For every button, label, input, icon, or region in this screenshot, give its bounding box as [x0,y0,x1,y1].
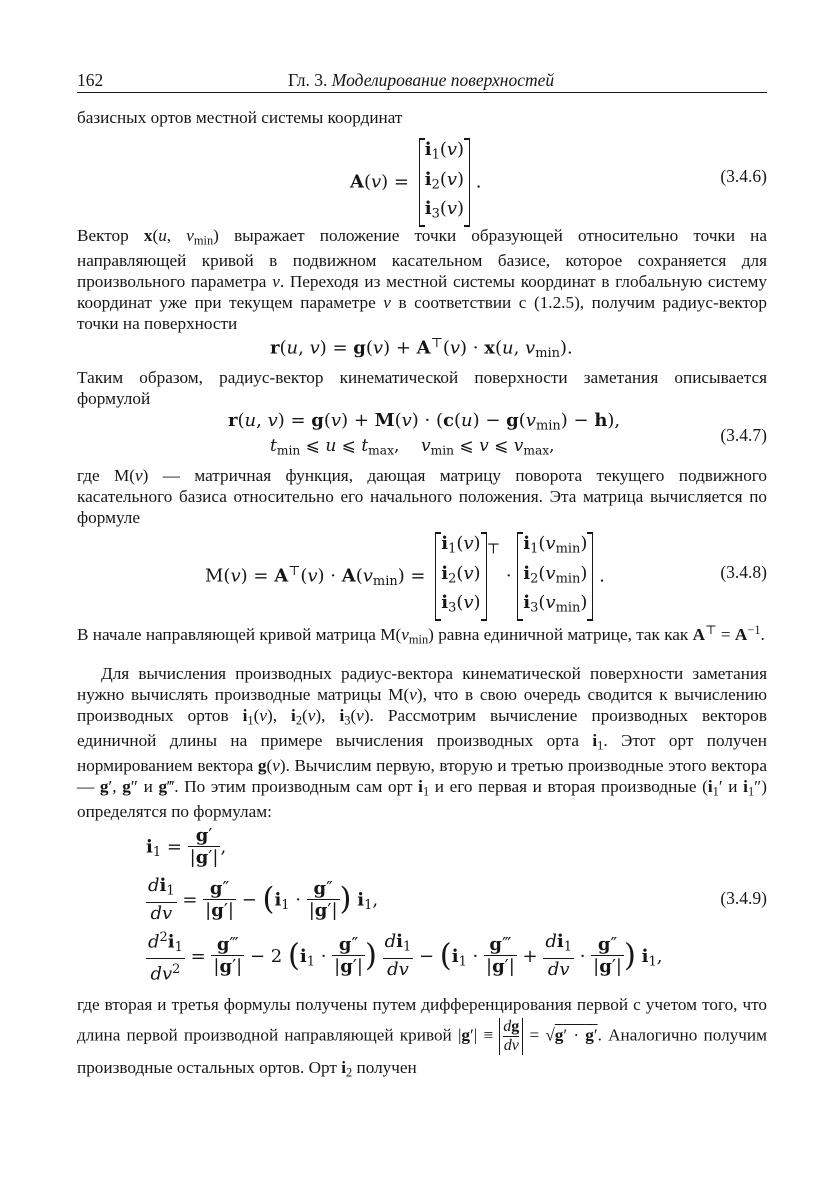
equation-3-4-9-line-2: $\frac{di_1}{dv}$ = $\frac{g''}{|g'|}$ − ($i_1$ · $\frac{g''}{|g'|}$ ) $i_1$, [148,875,379,924]
equation-3-4-6: A(v) = $i_1(v)$ $i_2(v)$ $i_3(v)$ . [350,138,482,227]
paragraph-4-text-a: где [77,466,100,485]
paragraph-7: где вторая и третья формулы получены путем дифференцирования первой с учетом того, что длина первой производной направляющей кривой |g′| ≡ $\frac{dg}{dv}$ = √g′ · g′. Аналогично получим производные остальных ортов. Орт $i_2$ получен [77,995,767,1080]
paragraph-5-text-a: В начале направляющей кривой матрица [77,625,376,645]
equation-3-4-9-line-3: $\frac{d^2i_1}{dv^2}$ = $\frac{g‴}{|g'|}$ − 2 ($i_1$ · $\frac{g''}{|g'|}$ ) $\frac{di_1}{dv}$ − ($i_1$ · $\frac{g‴}{|g'|}$ + $\frac{di_1}{dv}$ · $\frac{g''}{|g'|}$ ) $i_1$, [148,930,663,985]
paragraph-6-text-f: . По этим производным сам орт [174,776,413,796]
equation-number-3-4-8: (3.4.8) [720,562,767,582]
paragraph-6-text-a: Для вычисления производных радиус-вектора кинематической поверхности заметания нужно вычислять производные матрицы [77,664,767,704]
paragraph-7-text-c: получен [356,1058,417,1077]
paragraph-1-text: базисных ортов местной системы координат [77,108,403,127]
paragraph-6: Для вычисления производных радиус-вектора кинематической поверхности заметания нужно вычислять производные матрицы M(v), что в свою очередь сводится к вычислению производных ортов $i_1(v)$, $i_2(v)$, $i_3(v)$. Рассмотрим вычисление производных векторов единичной длины на примере вычисления производных орта $i_1$. Этот орт получен нормированием вектора g(v). Вычислим первую, вторую и третью производные этого вектора — g′, g″ и g‴. По этим производным сам орт $i_1$ и его первая и вторая производные ($i_1'$ и $i_1''$) определятся по формулам: [77,664,768,822]
equation-3-4-9-line-1: $i_1$ = $\frac{g'}{|g'|}$ , [146,825,227,868]
paragraph-4: где M(v) — матричная функция, дающая матрицу поворота текущего подвижного касательного базиса относительно его начального положения. Эта матрица вычисляется по формуле [77,466,768,527]
paragraph-5: В начале направляющей кривой матрица $M(v_{min})$ равна единичной матрице, так как $A^⊤ = A^{-1}$. [77,623,765,647]
paragraph-7-text-b: . Аналогично получим производные остальных ортов. Орт [77,1025,767,1077]
paragraph-1 [77,108,767,129]
paragraph-6-text-g: и его первая и вторая производные [434,776,697,796]
equation-number-3-4-6: (3.4.6) [720,166,767,186]
equation-number-3-4-7: (3.4.7) [720,425,767,445]
equation-number-3-4-9: (3.4.9) [720,888,767,908]
paragraph-6-text-e: . Вычислим первую, вторую и третью производные этого вектора — [77,756,767,796]
paragraph-3 [77,368,767,410]
chapter-label: Гл. 3. [288,70,328,90]
paragraph-6-text-b: , что в свою очередь сводится к вычислению производных ортов [77,684,767,725]
equation-radius-vector: r(u, v) = g(v) + A⊤(v) · x(u, $v_{min}$). [270,336,573,362]
paragraph-6-text-d: . Этот орт получен нормированием вектора [77,730,767,776]
paragraph-2: Вектор x(u, $v_{min}$) выражает положение точки образующей относительно точки на направляющей кривой в подвижном касательном базисе, которое сохраняется для произвольного параметра v. Переходя из местной системы координат в глобальную систему координат уже при текущем параметре v в соответствии с (1.2.5), получим радиус-вектор точки на поверхности [77,226,768,333]
equation-3-4-7-range: $t_{min}$ ⩽ u ⩽ $t_{max}$, $v_{min}$ ⩽ v ⩽ $v_{max}$, [270,436,555,458]
paragraph-2-text-d: в соответствии с (1.2.5), получим радиус-вектор точки на поверхности [77,292,767,333]
chapter-title: Моделирование поверхностей [331,70,555,90]
paragraph-2-text-c: . Переходя из местной системы координат в глобальную систему координат уже при текущем параметре [77,272,767,312]
paragraph-6-text-h: определятся по формулам: [77,802,272,822]
paragraph-2-text-b: выражает положение точки образующей относительно точки на направляющей кривой в подвижном касательном базисе, которое сохраняется для произвольного параметра [77,226,768,292]
page-number: 162 [77,70,104,90]
paragraph-7-text-a: где вторая и третья формулы получены путем дифференцирования первой с учетом того, что длина первой производной направляющей кривой [77,995,767,1045]
equation-3-4-7: r(u, $v) = g(v) + M(v) \cdot (c(u) - g(v_{min}) - h)$, [228,410,621,434]
paragraph-4-text-b: — матричная функция, дающая матрицу поворота текущего подвижного касательного базиса относительно его начального положения. Эта матрица вычисляется по формуле [77,466,768,527]
equation-3-4-8: $M(v) = A^⊤(v) \cdot A(v_{min})$ = $i_1(v)$ $i_2(v)$ $i_3(v)$ ⊤ · $i_1(v_{min})$ $i_2(v_{min})$ $i_3(v_{min})$ . [205,532,605,621]
paragraph-5-text-b: равна единичной матрице, так как [438,625,689,645]
paragraph-2-text-a: Вектор [77,226,129,245]
running-title [288,70,554,91]
header-rule [77,92,767,93]
paragraph-3-text: Таким образом, радиус-вектор кинематической поверхности заметания описывается формулой [77,368,767,408]
paragraph-6-text-c: . Рассмотрим вычисление производных векторов единичной длины на примере вычисления производных орта [77,705,767,750]
